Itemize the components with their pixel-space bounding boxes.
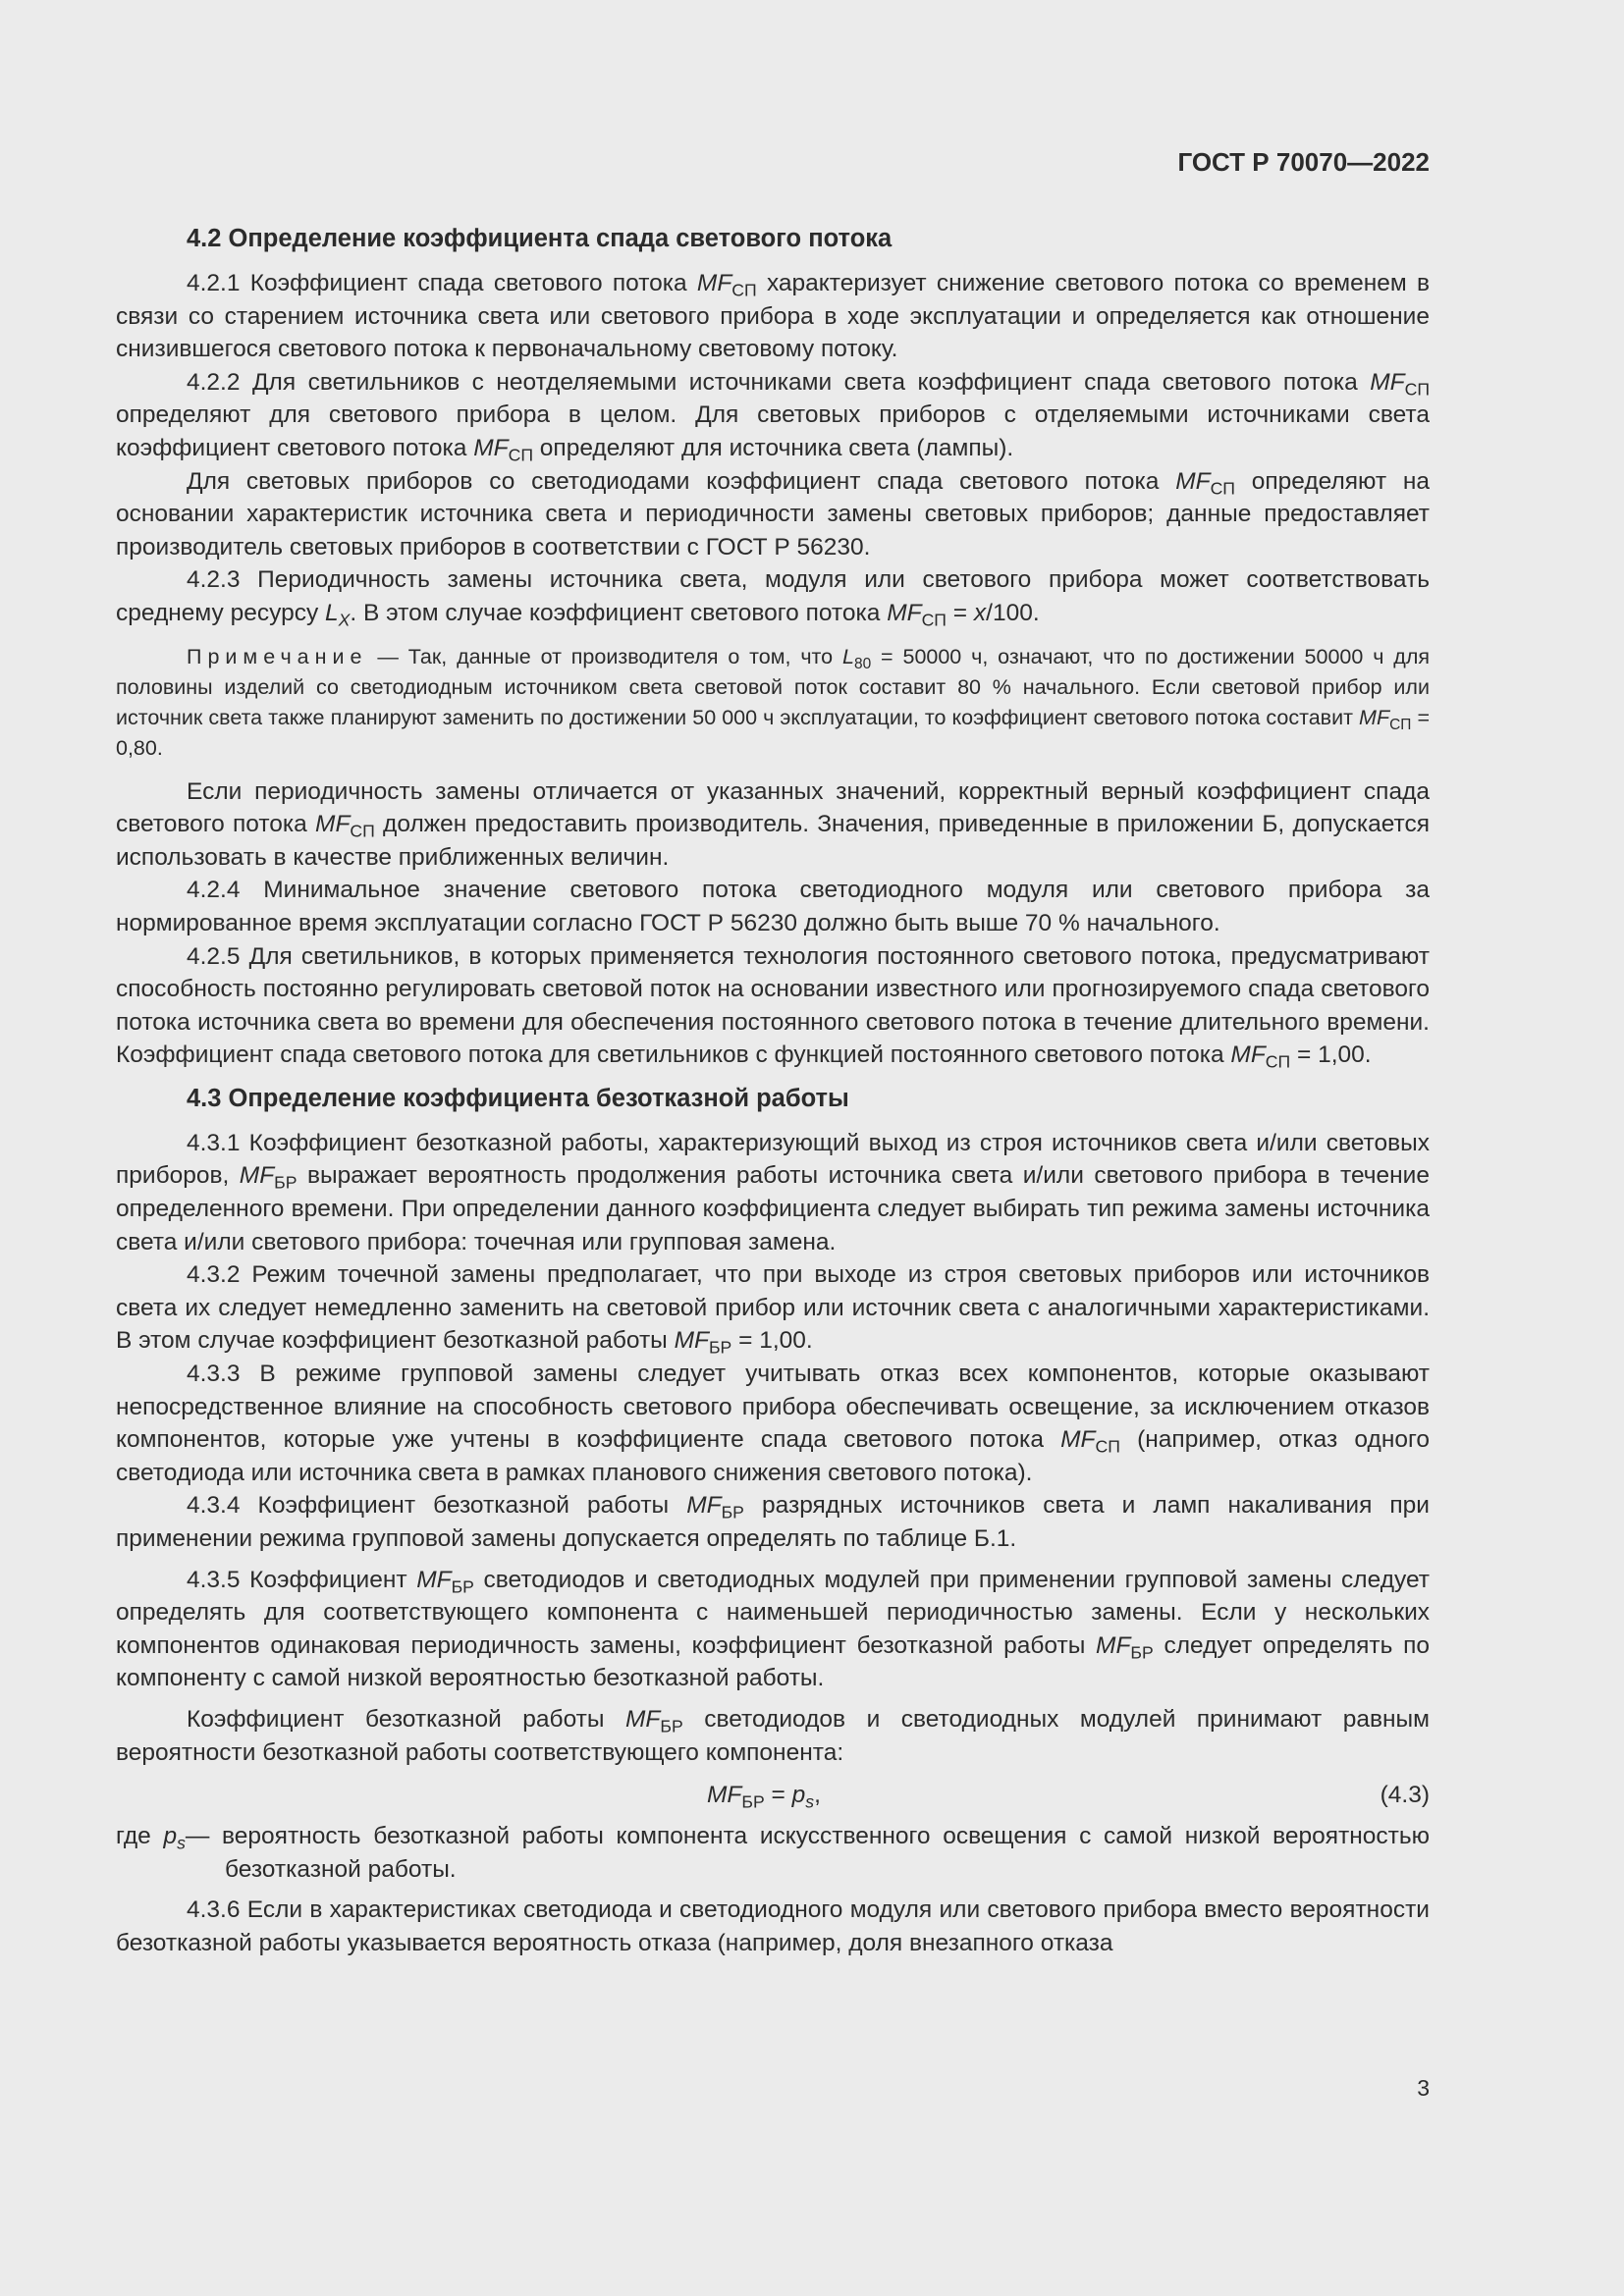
formula-explanation: где $p_s—$ вероятность безотказной работы компонента искусственного освещения с самой низкой вероятностью безотказной работы.: [116, 1823, 1430, 1883]
page-number: 3: [1417, 2075, 1430, 2101]
formula-number: (4.3): [1380, 1782, 1430, 1809]
paragraph-4-2-3-cont: Если периодичность замены отличается от указанных значений, корректный верный коэффициент спада светового потока $MF_{СП}$ должен предоставить производитель. Значения, приведенные в приложении Б, допускается использовать в качестве приближенных величин.: [116, 777, 1431, 871]
paragraph-4-2-5: 4.2.5 Для светильников, в которых применяется технология постоянного светового потока, предусматривают способность постоянно регулировать световой поток на основании известного или прогнозируемого спада светового потока источника света во времени для обеспечения постоянного светового потока в течение длительного времени. Коэффициент спада светового потока для светильников с функцией постоянного светового потока $MF_{СП} = 1,00$.: [116, 942, 1430, 1072]
paragraph-4-3-2: 4.3.2 Режим точечной замены предполагает, что при выходе из строя световых приборов или источников света их следует немедленно заменить на световой прибор или источник света с аналогичными характеристиками. В этом случае коэффициент безотказной работы $MF_{БР} = 1,00$.: [116, 1261, 1430, 1359]
paragraph-4-2-1: 4.2.1 Коэффициент спада светового потока $MF_{СП}$ характеризует снижение светового потока со временем в связи со старением источника света или светового прибора в ходе эксплуатации и определяется как отношение снизившегося светового потока к первоначальному световому потоку.: [116, 270, 1430, 363]
paragraph-4-3-6: 4.3.6 Если в характеристиках светодиода и светодиодного модуля или светового прибора вместо вероятности безотказной работы указывается вероятность отказа (например, доля внезапного отказа: [116, 1896, 1430, 1956]
note-label: Примечание: [187, 644, 368, 668]
paragraph-4-3-4: 4.3.4 Коэффициент безотказной работы $MF_{БР}$ разрядных источников света и ламп накаливания при применении режима групповой замены допускается определять по таблице Б.1.: [116, 1492, 1430, 1552]
paragraph-4-3-5: 4.3.5 Коэффициент $MF_{БР}$ светодиодов и светодиодных модулей при применении групповой замены следует определять для соответствующего компонента с наименьшей периодичностью замены. Если у нескольких компонентов одинаковая периодичность замены, коэффициент безотказной работы $MF_{БР}$ следует определять по компоненту с самой низкой вероятностью безотказной работы.: [116, 1566, 1430, 1692]
paragraph-4-2-3: 4.2.3 Периодичность замены источника света, модуля или светового прибора может соответствовать среднему ресурсу $L_X$. В этом случае коэффициент светового потока $MF_{СП} = x/100$.: [116, 566, 1430, 630]
paragraph-4-2-2-cont: Для световых приборов со светодиодами коэффициент спада светового потока $MF_{СП}$ определяют на основании характеристик источника света и периодичности замены световых приборов; данные предоставляет производитель световых приборов в соответствии с ГОСТ Р 56230.: [116, 467, 1430, 561]
paragraph-4-2-4: 4.2.4 Минимальное значение светового потока светодиодного модуля или светового прибора за нормированное время эксплуатации согласно ГОСТ Р 56230 должно быть выше 70 % начального.: [116, 877, 1430, 936]
page-content: [116, 222, 1430, 1960]
paragraph-4-3-1: 4.3.1 Коэффициент безотказной работы, характеризующий выход из строя источников света и/или световых приборов, $MF_{БР}$ выражает вероятность продолжения работы источника света и/или светового прибора в течение определенного времени. При определении данного коэффициента следует выбирать тип режима замены источника света и/или светового прибора: точечная или групповая замена.: [116, 1129, 1430, 1255]
note-paragraph: Примечание — Так, данные от производителя о том, что $L_{80} = 50000$ ч, означают, что по достижении 50000 ч для половины изделий со светодиодным источником света световой поток составит 80 % начального. Если световой прибор или источник света также планируют заменить по достижении 50 000 ч эксплуатации, то коэффициент светового потока составит $MF_{СП} = 0,80$.: [116, 644, 1431, 760]
section-heading-4-3: 4.3 Определение коэффициента безотказной работы: [187, 1084, 849, 1112]
formula-expression: $MF_{БР} = p_s$,: [707, 1782, 821, 1812]
standard-header: ГОСТ Р 70070—2022: [1177, 147, 1430, 177]
section-heading-4-2: 4.2 Определение коэффициента спада светового потока: [187, 225, 893, 252]
document-page: [116, 0, 1430, 2296]
paragraph-4-2-2: 4.2.2 Для светильников с неотделяемыми источниками света коэффициент спада светового потока $MF_{СП}$ определяют для светового прибора в целом. Для световых приборов с отделяемыми источниками света коэффициент светового потока $MF_{СП}$ определяют для источника света (лампы).: [116, 368, 1430, 465]
formula-4-3: [116, 1773, 1430, 1818]
paragraph-4-3-3: 4.3.3 В режиме групповой замены следует учитывать отказ всех компонентов, которые оказывают непосредственное влияние на способность светового прибора обеспечивать освещение, за исключением отказов компонентов, которые уже учтены в коэффициенте спада светового потока $MF_{СП}$ (например, отказ одного светодиода или источника света в рамках планового снижения светового потока).: [116, 1361, 1430, 1486]
paragraph-4-3-5-cont: Коэффициент безотказной работы $MF_{БР}$ светодиодов и светодиодных модулей принимают равным вероятности безотказной работы соответствующего компонента:: [116, 1705, 1430, 1766]
